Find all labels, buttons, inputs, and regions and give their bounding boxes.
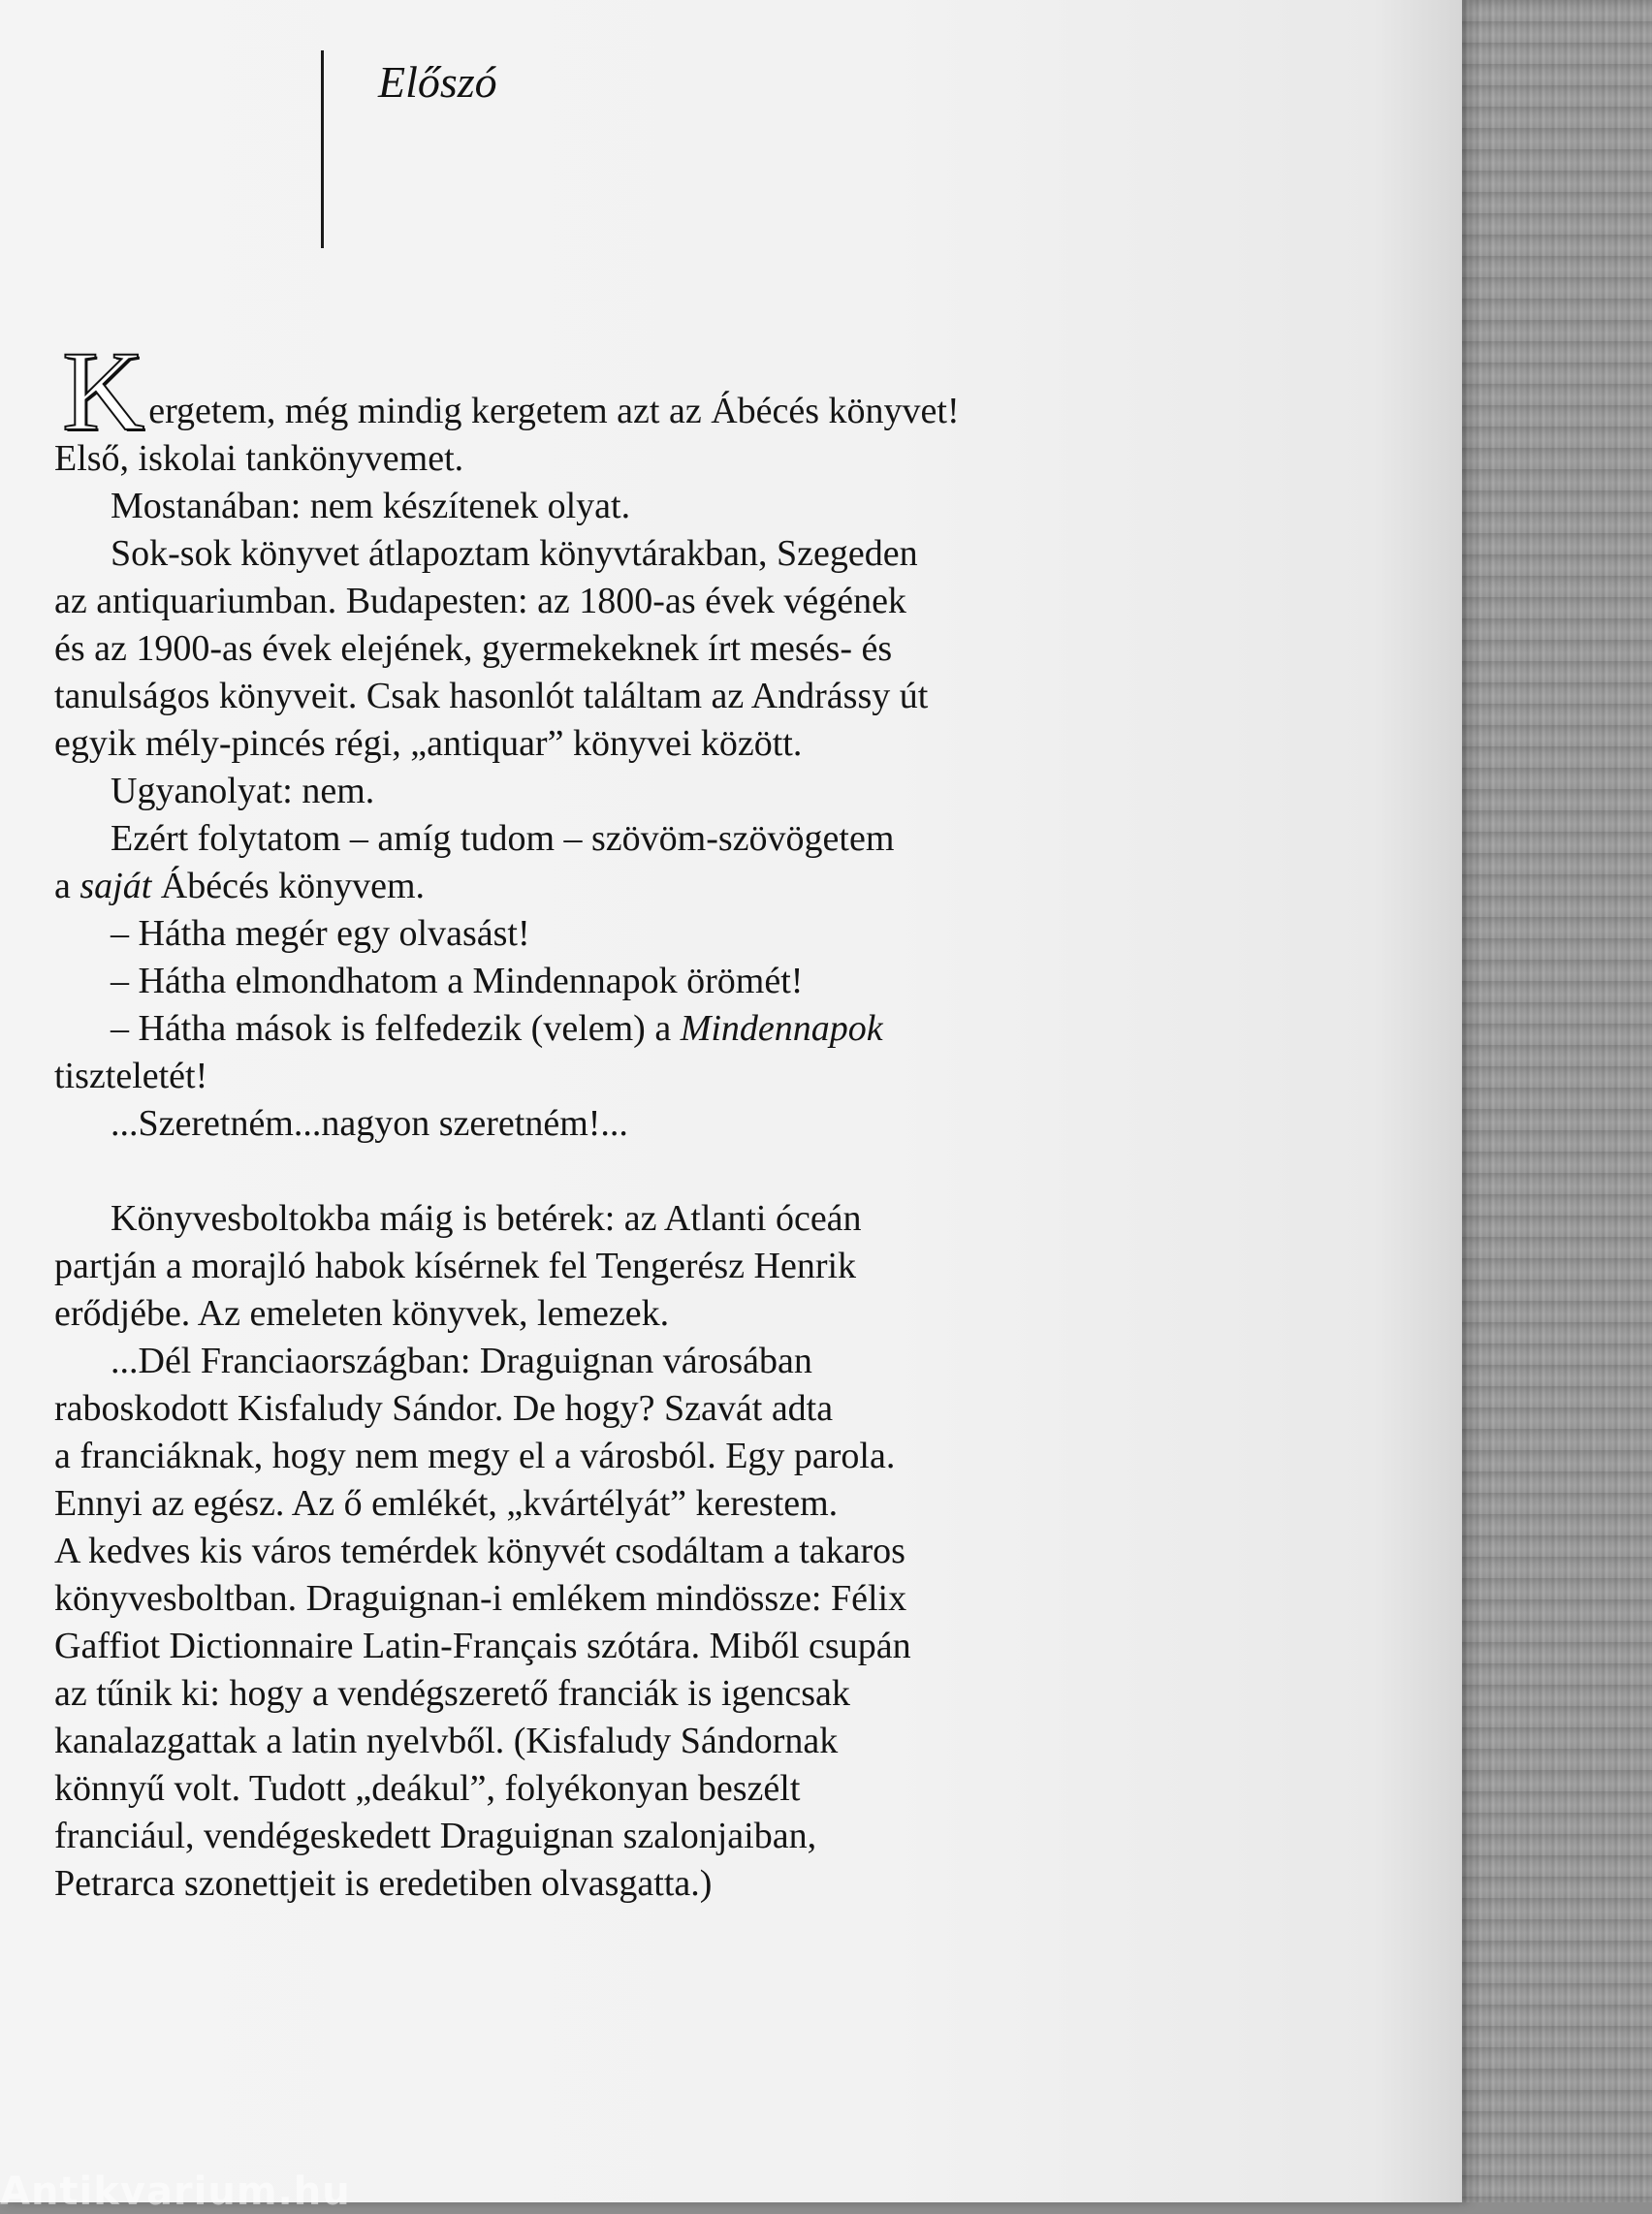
- text-line: ...Szeretném...nagyon szeretném!...: [111, 1103, 628, 1144]
- text-line: – Hátha megér egy olvasást!: [111, 913, 530, 954]
- text-line: a franciáknak, hogy nem megy el a városból. Egy parola.: [54, 1436, 896, 1476]
- text-fragment: – Hátha mások is felfedezik (velem) a: [111, 1008, 681, 1049]
- text-line: az tűnik ki: hogy a vendégszerető franciák is igencsak: [54, 1673, 850, 1714]
- emphasis: saját: [79, 866, 152, 906]
- text-line: Ezért folytatom – amíg tudom – szövöm-szövögetem: [111, 818, 895, 859]
- text-line: könyvesboltban. Draguignan-i emlékem mindössze: Félix: [54, 1578, 907, 1619]
- text-line: [54, 1005, 1189, 1053]
- text-line-rest: ergetem, még mindig kergetem azt az Ábécés könyvet!: [148, 391, 960, 431]
- text-line: Mostanában: nem készítenek olyat.: [111, 486, 631, 526]
- page-title: Előszó: [378, 57, 497, 107]
- text-line: egyik mély-pincés régi, „antiquar” könyvei között.: [54, 723, 803, 764]
- text-line: franciául, vendégeskedett Draguignan szalonjaiban,: [54, 1816, 817, 1856]
- text-line: raboskodott Kisfaludy Sándor. De hogy? Szavát adta: [54, 1388, 834, 1429]
- paragraph-gap: [54, 1148, 1189, 1195]
- text-line: és az 1900-as évek elejének, gyermekeknek írt mesés- és: [54, 628, 893, 669]
- text-line: Sok-sok könyvet átlapoztam könyvtárakban, Szegeden: [111, 533, 918, 574]
- text-line: Első, iskolai tankönyvemet.: [54, 438, 464, 479]
- body-text: [54, 328, 1189, 1908]
- text-line: [54, 863, 1189, 910]
- background-surface: [1462, 0, 1652, 2202]
- watermark: Antikvarium.hu: [0, 2169, 351, 2214]
- text-line: kanalazgattak a latin nyelvből. (Kisfaludy Sándornak: [54, 1721, 839, 1761]
- heading-rule: [321, 50, 324, 248]
- drop-cap: K: [62, 328, 145, 455]
- text-line: Petrarca szonettjeit is eredetiben olvasgatta.): [54, 1863, 713, 1904]
- text-line: [54, 328, 1189, 455]
- text-line: tiszteletét!: [54, 1056, 208, 1096]
- text-line: ...Dél Franciaországban: Draguignan városában: [111, 1341, 812, 1381]
- text-line: Könyvesboltokba máig is betérek: az Atlanti óceán: [111, 1198, 862, 1239]
- text-line: Ugyanolyat: nem.: [111, 771, 375, 811]
- text-line: – Hátha elmondhatom a Mindennapok örömét!: [111, 961, 804, 1001]
- emphasis: Mindennapok: [680, 1008, 883, 1049]
- text-line: erődjébe. Az emeleten könyvek, lemezek.: [54, 1293, 670, 1334]
- text-line: az antiquariumban. Budapesten: az 1800-as évek végének: [54, 581, 906, 621]
- text-line: Ennyi az egész. Az ő emlékét, „kvártélyát” kerestem.: [54, 1483, 839, 1524]
- text-fragment: Ábécés könyvem.: [151, 866, 426, 906]
- text-line: A kedves kis város temérdek könyvét csodáltam a takaros: [54, 1531, 905, 1571]
- text-line: Gaffiot Dictionnaire Latin-Français szótára. Miből csupán: [54, 1626, 911, 1666]
- text-line: partján a morajló habok kísérnek fel Tengerész Henrik: [54, 1246, 857, 1286]
- text-line: tanulságos könyveit. Csak hasonlót találtam az Andrássy út: [54, 676, 929, 716]
- text-line: könnyű volt. Tudott „deákul”, folyékonyan beszélt: [54, 1768, 801, 1809]
- text-fragment: a: [54, 866, 80, 906]
